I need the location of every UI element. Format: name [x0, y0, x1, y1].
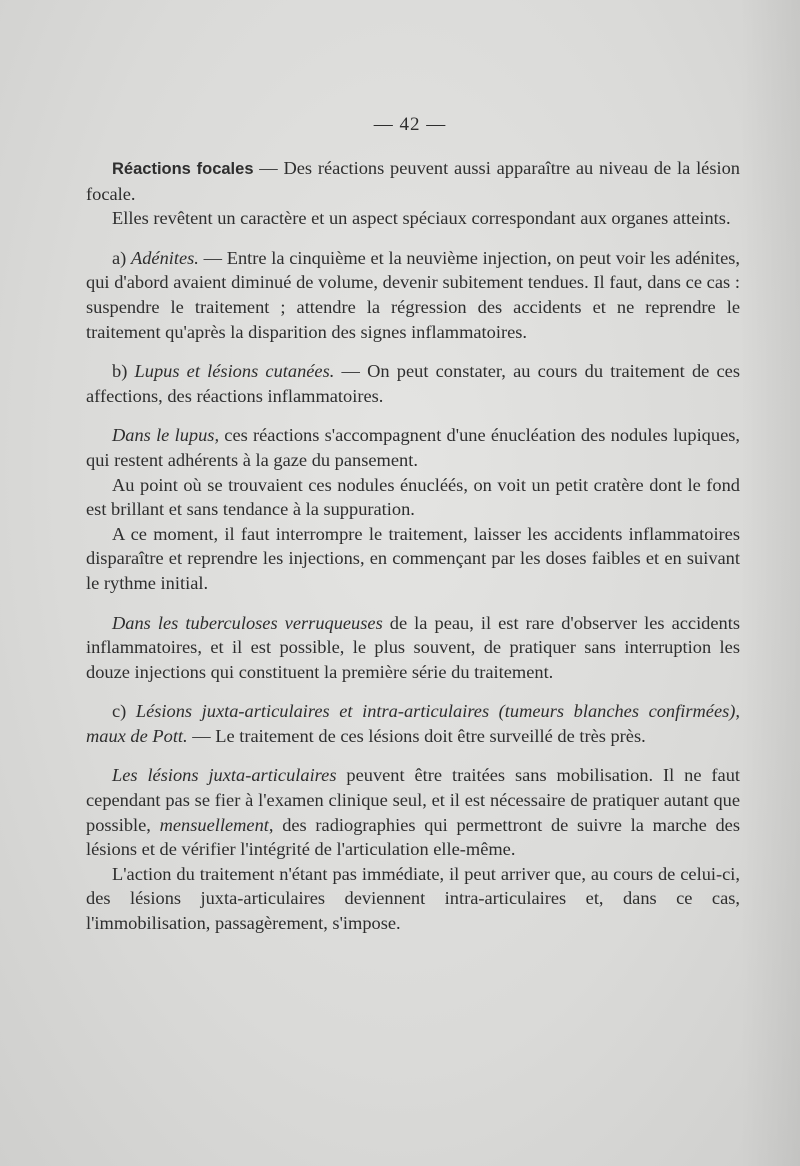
- paragraph-articular: [86, 699, 740, 748]
- lupus-label: b): [112, 361, 135, 382]
- paragraph-focal-intro: [86, 156, 740, 206]
- articular-label: c): [112, 701, 136, 722]
- articular-title: Lésions juxta-articulaires et intra-articulaires (tumeurs blanches confirmées), maux de Pott.: [86, 701, 740, 746]
- juxta-articular-emphasis: mensuellement: [159, 814, 269, 835]
- paragraph-lupus-interrupt: A ce moment, il faut interrompre le traitement, laisser les accidents inflammatoires disparaître et reprendre les injections, en commençant par les doses faibles et en suivant le rythme initial.: [86, 523, 740, 593]
- heading-focal-reactions: Réactions focales: [112, 160, 254, 178]
- lupus-nodules-lead: Dans le lupus,: [112, 425, 220, 446]
- paragraph-lupus-crater: Au point où se trouvaient ces nodules énucléés, on voit un petit cratère dont le fond est brillant et sans tendance à la suppuration.: [86, 474, 740, 520]
- lupus-body: — On peut constater, au cours du traitement de ces affections, des réactions inflammatoires.: [86, 361, 740, 406]
- lupus-title: Lupus et lésions cutanées.: [134, 361, 335, 382]
- paragraph-lupus: [86, 359, 740, 408]
- paragraph-immobilisation: L'action du traitement n'étant pas immédiate, il peut arriver que, au cours de celui-ci, des lésions juxta-articulaires deviennent intra-articulaires et, dans ce cas, l'immobilisation, passagèrement, s'impose.: [86, 863, 740, 934]
- articular-body: — Le traitement de ces lésions doit être surveillé de très près.: [187, 725, 646, 746]
- paragraph-adenites: [86, 246, 740, 344]
- paragraph-focal-organs: Elles revêtent un caractère et un aspect spéciaux correspondant aux organes atteints.: [112, 208, 731, 229]
- verrucous-lead: Dans les tuberculoses verruqueuses: [112, 612, 383, 633]
- adenites-title: Adénites.: [130, 247, 199, 268]
- adenites-body: — Entre la cinquième et la neuvième injection, on peut voir les adénites, qui d'abord avaient diminué de volume, devenir subitement tendues. Il faut, dans ce cas : suspendre le traitement ; attendre la régression des accidents et ne reprendre le traitement qu'après la disparition des signes inflammatoires.: [86, 247, 740, 342]
- juxta-articular-body-2: , des radiographies qui permettront de suivre la marche des lésions et de vérifier l'intégrité de l'articulation elle-même.: [86, 814, 740, 860]
- paragraph-juxta-articular: [86, 763, 740, 861]
- adenites-label: a): [112, 247, 131, 268]
- juxta-articular-body-1: peuvent être traitées sans mobilisation. Il ne faut cependant pas se fier à l'examen clinique seul, et il est nécessaire de pratiquer autant que possible,: [86, 765, 740, 835]
- page-body: [86, 156, 740, 936]
- page-number: — 42 —: [373, 114, 447, 135]
- paragraph-lupus-nodules: [86, 423, 740, 472]
- verrucous-body: de la peau, il est rare d'observer les accidents inflammatoires, et il est possible, le plus souvent, de pratiquer sans interruption les douze injections qui constituent la première série du traitement.: [86, 612, 740, 682]
- lupus-nodules-body: ces réactions s'accompagnent d'une énucléation des nodules lupiques, qui restent adhérents à la gaze du pansement.: [86, 425, 740, 470]
- focal-intro-text: — Des réactions peuvent aussi apparaître au niveau de la lésion focale.: [86, 158, 740, 204]
- paragraph-verrucous: [86, 611, 740, 685]
- juxta-articular-lead: Les lésions juxta-articulaires: [112, 765, 337, 786]
